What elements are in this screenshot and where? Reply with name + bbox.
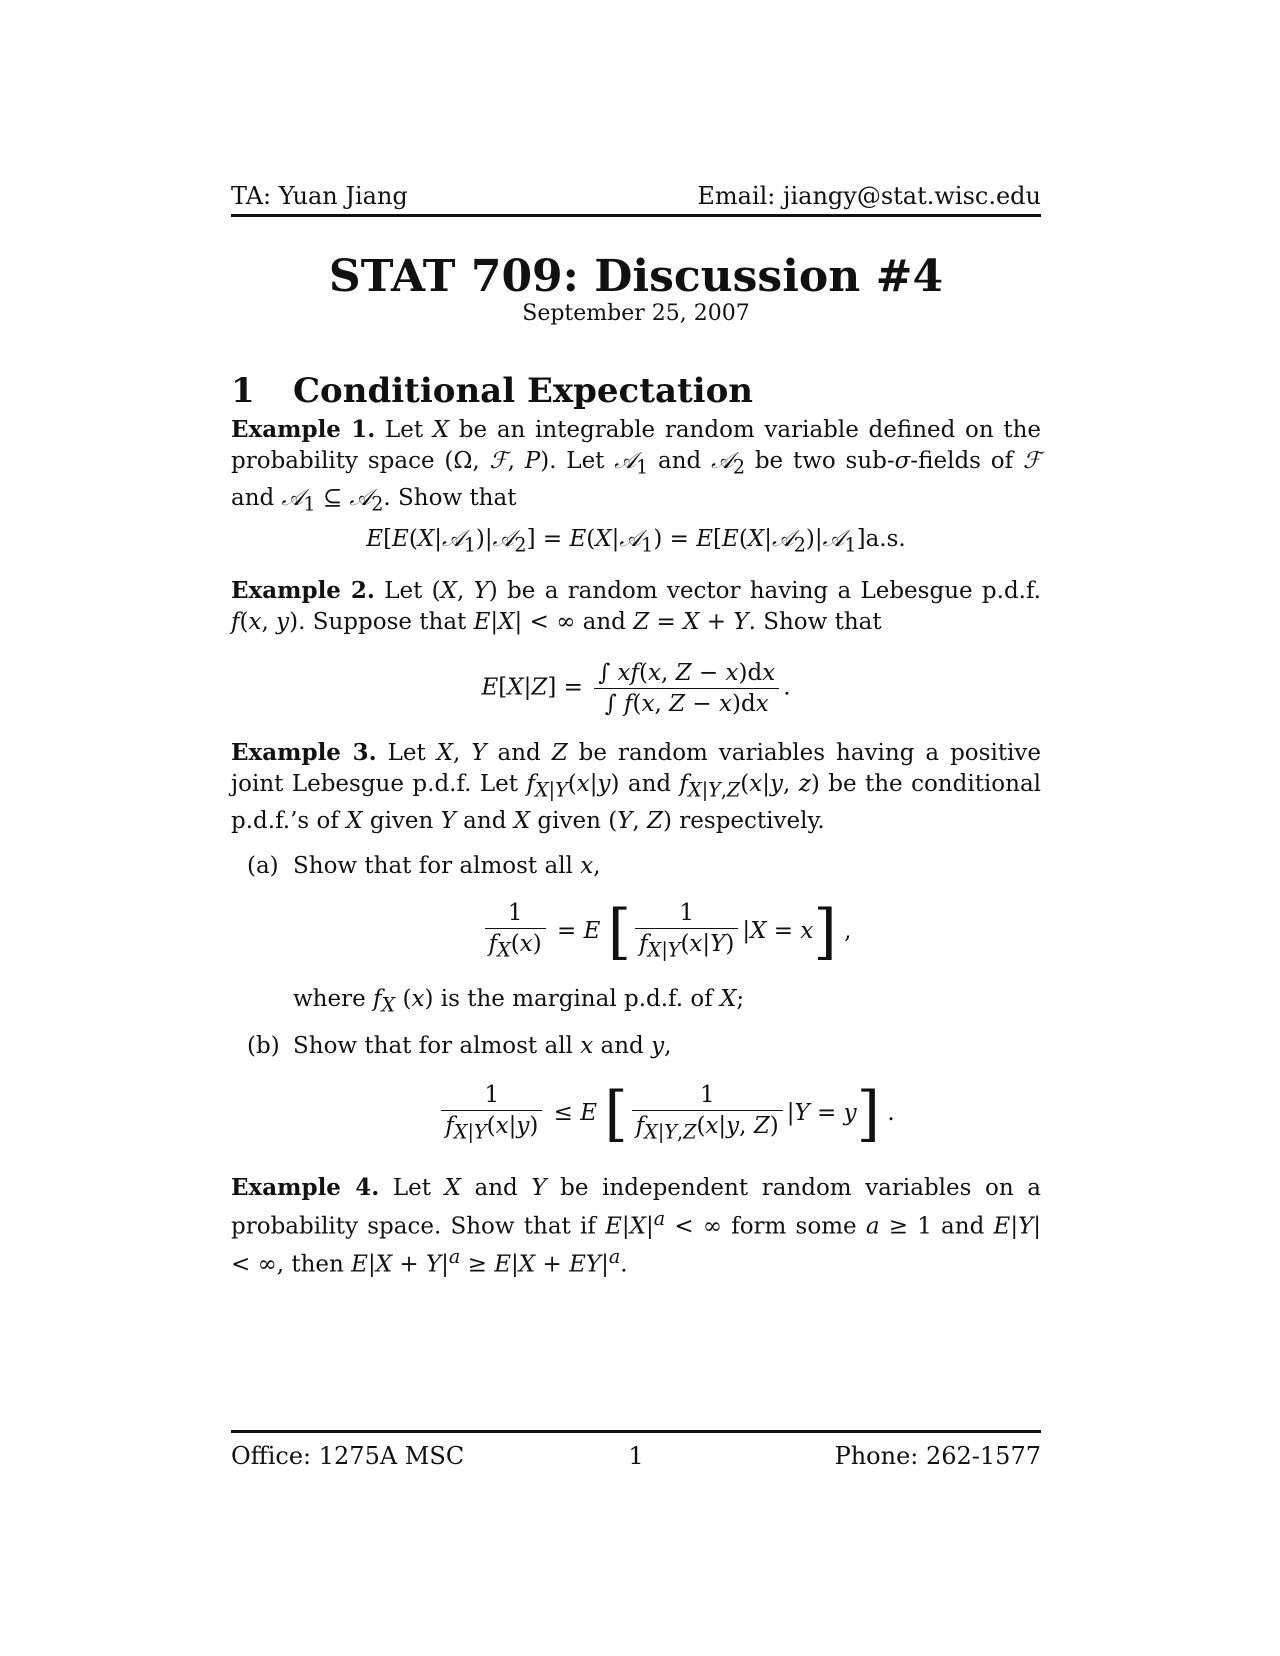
item-b-label: (b) [247,1033,280,1059]
example-1-equation: E[E(X|𝒜$_1$)|𝒜$_2$] = E(X|𝒜$_1$) = E[E(X|𝒜$_2$)|𝒜$_1$]a.s. [366,526,906,557]
header-rule [231,214,1041,217]
page-number: 1 [628,1442,644,1470]
header-email: Email: jiangy@stat.wisc.edu [697,182,1041,210]
example-3-label: Example 3. [231,739,377,766]
example-4-label: Example 4. [231,1174,380,1201]
section-heading [231,370,1041,412]
document-date: September 25, 2007 [522,301,750,326]
footer-phone: Phone: 262-1577 [834,1442,1041,1470]
section-number: 1 [231,371,255,411]
footer-rule [231,1430,1041,1433]
item-a: (a) Show that for almost all x, [247,853,601,879]
example-1-label: Example 1. [231,416,376,443]
example-1: Example 1. Let X be an integrable random variable defined on the probability space (Ω, ℱ, P). Let 𝒜$_1$ and 𝒜$_2$ be two sub-σ-fields of ℱ and 𝒜$_1$ ⊆ 𝒜$_2$. Show that [231,416,1042,516]
example-2-equation: E[X|Z] = $\frac{\int xf(x, Z - x)dx}{\int f(x, Z - x)dx}$ . [481,660,791,717]
example-2-label: Example 2. [231,577,375,604]
item-a-note: where $f_X$ (x) is the marginal p.d.f. of X; [293,986,745,1017]
item-a-equation: $\frac{1}{f_X(x)}$ = E [ $\frac{1}{f_{X|Y}(x|Y)}$ |X = x] , [261,898,1071,966]
example-3: Example 3. Let X, Y and Z be random variables having a positive joint Lebesgue p.d.f. Let $f_{X|Y}(x|y)$ and $f_{X|Y,Z}(x|y$, z) be the conditional p.d.f.’s of X given Y and X given (Y, Z) respectively. [231,739,1042,834]
footer-office: Office: 1275A MSC [231,1442,465,1470]
document-page [231,0,1041,1656]
header-ta: TA: Yuan Jiang [231,182,408,210]
example-2-fraction: $\frac{\int xf(x, Z - x)dx}{\int f(x, Z - x)dx}$ [594,658,779,719]
item-b: (b) Show that for almost all x and y, [247,1033,672,1059]
item-b-equation: $\frac{1}{f_{X|Y}(x|y)}$ ≤ E [ $\frac{1}{f_{X|Y,Z}(x|y, Z)}$ |Y = y] . [261,1080,1071,1148]
item-a-label: (a) [247,853,279,879]
example-2: Example 2. Let (X, Y) be a random vector having a Lebesgue p.d.f. f(x, y). Suppose that E|X| < ∞ and Z = X + Y. Show that [231,577,1041,635]
document-title: STAT 709: Discussion #4 [328,251,944,302]
section-title: Conditional Expectation [293,371,753,411]
example-4: Example 4. Let X and Y be independent random variables on a probability space. Show that if $E|X|^a$ < ∞ form some a ≥ 1 and E|Y| < ∞, then $E|X + Y|^a \ge E|X + EY|^a$. [231,1174,1042,1278]
